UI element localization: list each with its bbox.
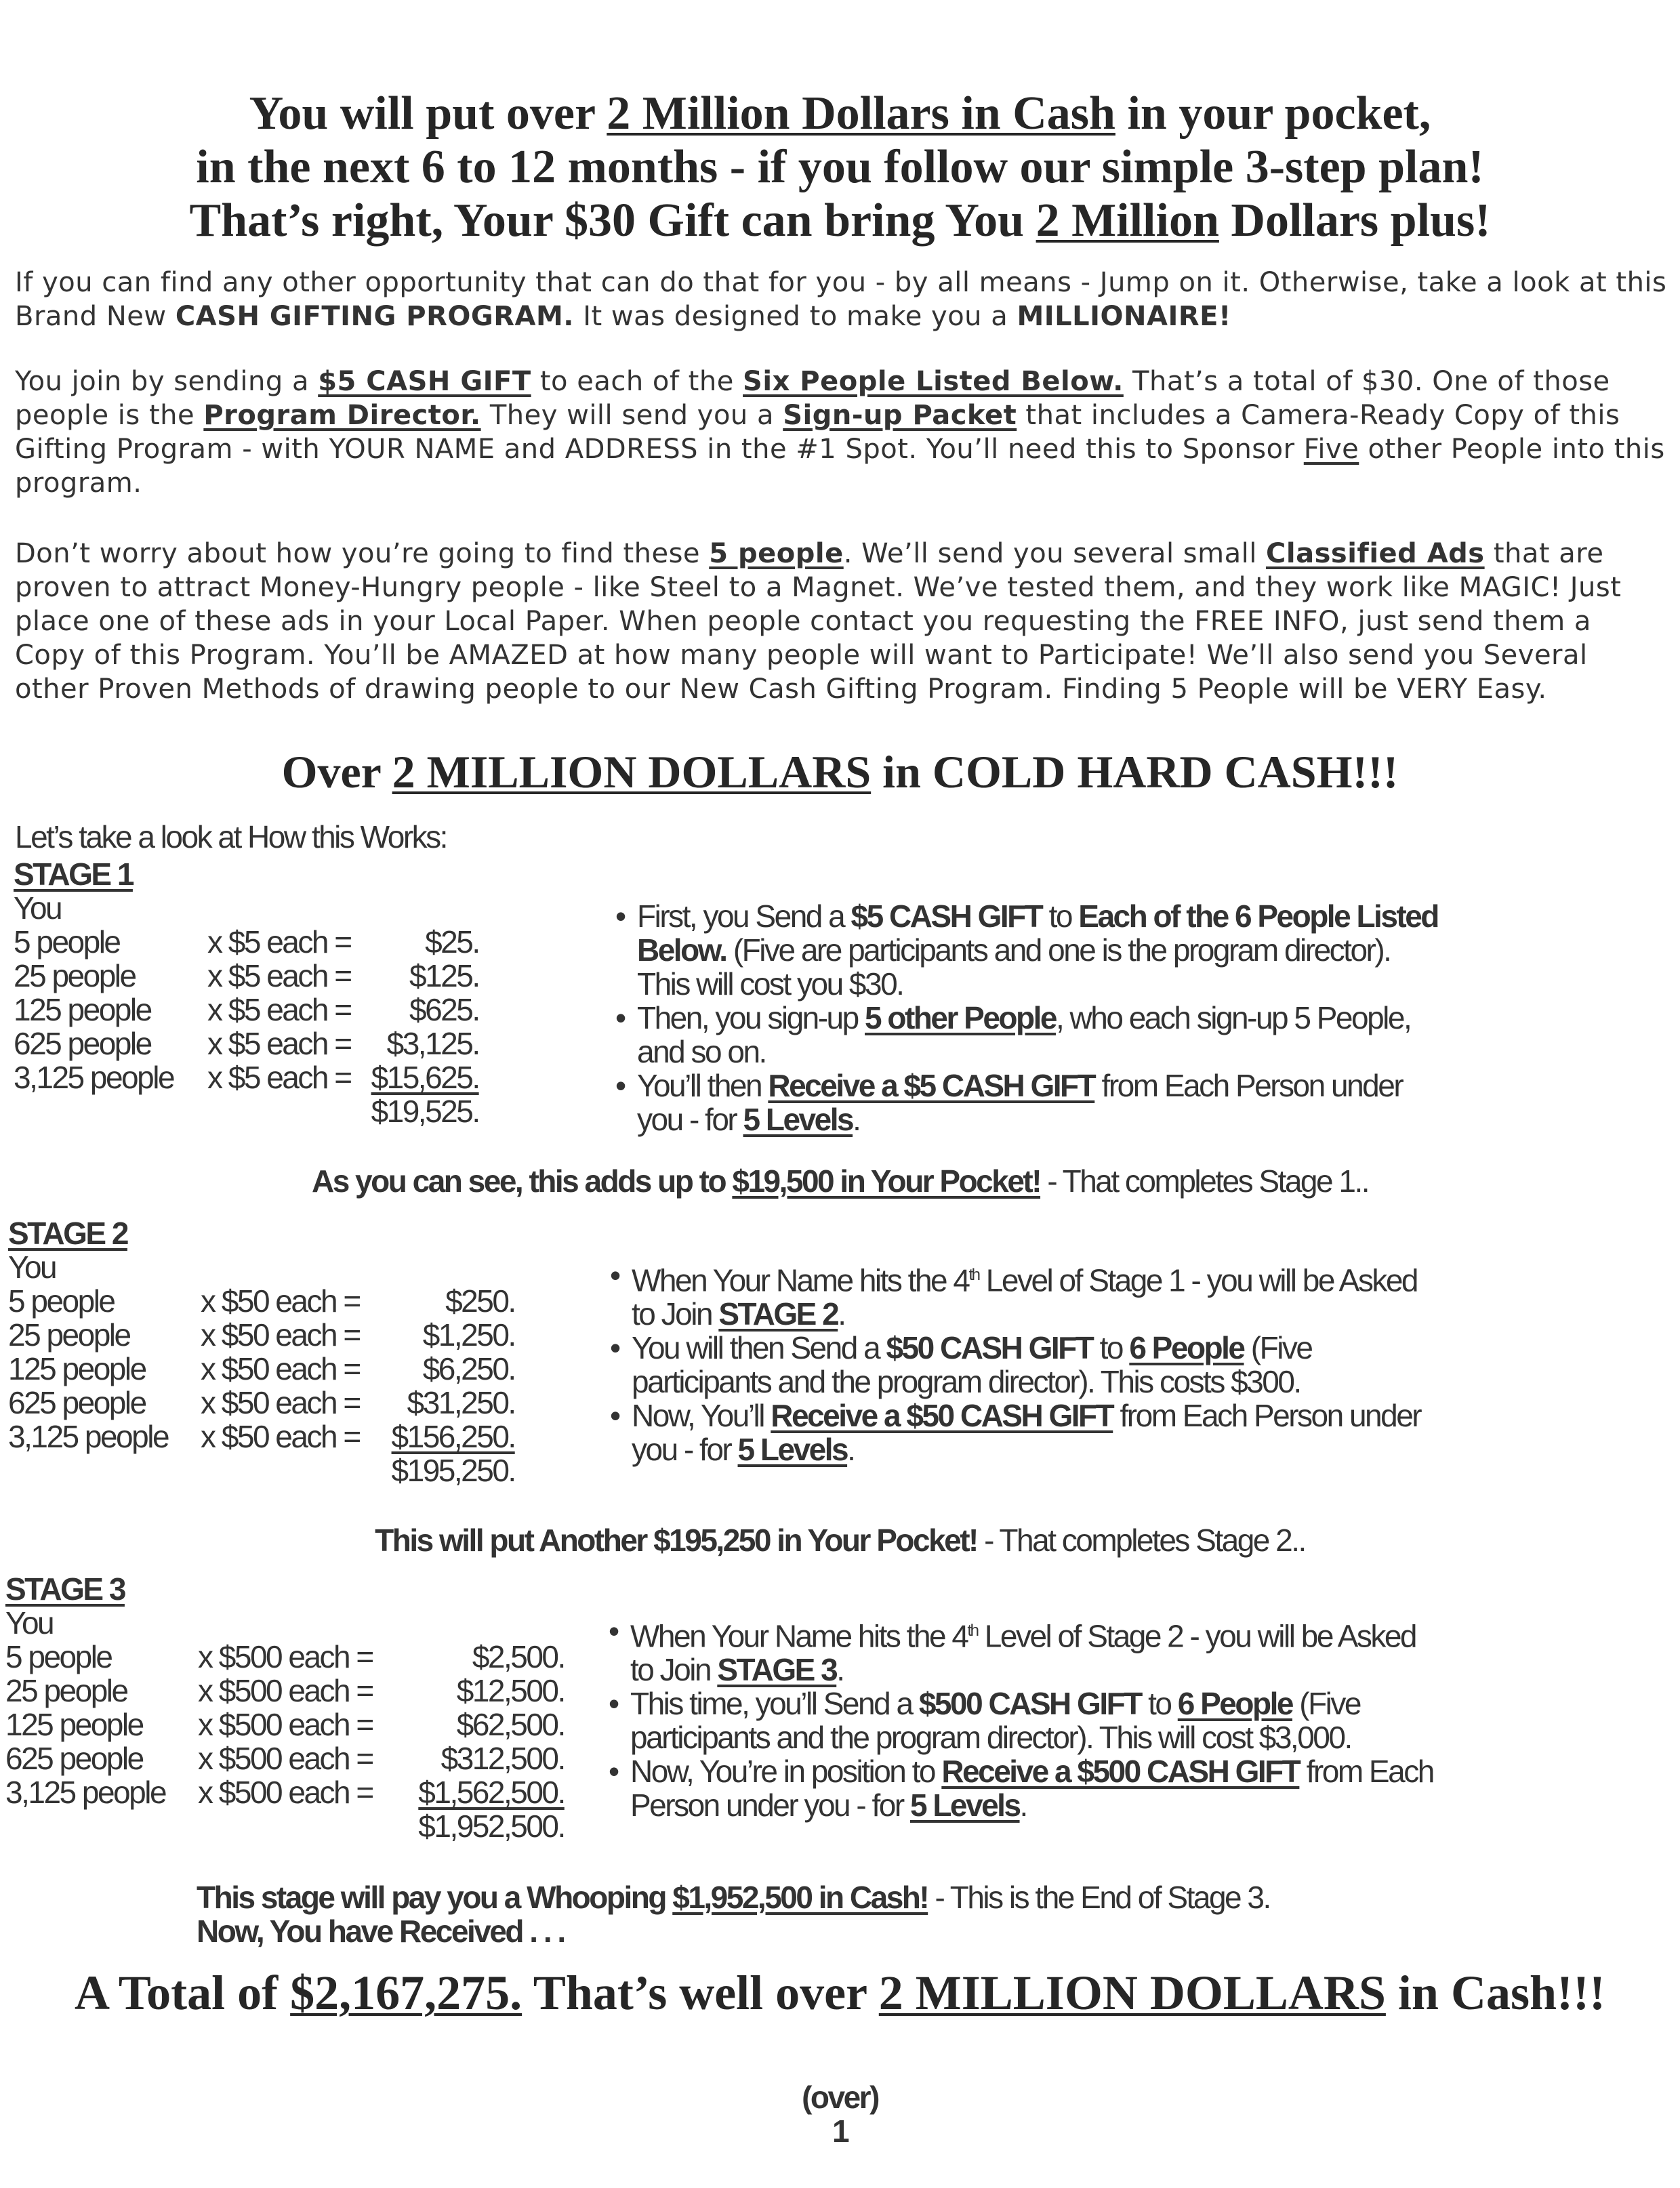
gift-rate: x $50 each =	[201, 1351, 360, 1386]
amount	[351, 959, 479, 993]
text: (Five participants and the program director). This costs $300.	[632, 1330, 1312, 1400]
text: When Your Name hits the 4	[632, 1262, 969, 1298]
text: Now, You’re in position to	[630, 1754, 942, 1790]
emphasis: Classified Ads	[1266, 538, 1485, 569]
emphasis: 5 people	[709, 538, 844, 569]
stage-row	[5, 1674, 565, 1708]
stage-bullet	[610, 1331, 1437, 1399]
people-count: 5 people	[5, 1639, 112, 1674]
emphasis: 5 Levels	[909, 1788, 1020, 1823]
text: to	[1141, 1686, 1178, 1722]
emphasis: $5 CASH GIFT	[851, 899, 1042, 934]
stage-row	[14, 1060, 479, 1094]
text: to	[1092, 1330, 1130, 1366]
stage-3-bullets	[609, 1614, 1435, 1822]
text: This stage will pay you a Whooping	[197, 1880, 673, 1915]
headline-text: You will put over	[249, 87, 607, 140]
stage-total: $1,952,500.	[418, 1809, 565, 1844]
headline-text: That’s right, Your $30 Gift can bring You	[189, 194, 1036, 247]
text: As you can see, this adds up to	[311, 1163, 733, 1199]
over-label: (over)	[802, 2080, 878, 2115]
gift-rate: x $500 each =	[198, 1639, 373, 1674]
text: (Five are participants and one is the program director). This will cost you $30.	[637, 932, 1391, 1002]
stage-row	[8, 1352, 515, 1386]
emphasis: Program Director.	[203, 400, 481, 431]
stage-total: $19,525.	[371, 1094, 479, 1129]
text: that includes a Camera-Ready Copy of this Gifting Program - with YOUR NAME and ADDRESS in the #1 Spot. You’ll need this to Sponsor	[15, 400, 1620, 465]
you-label: You	[5, 1605, 54, 1640]
emphasis: Each of the 6 People Listed Below.	[637, 899, 1438, 968]
emphasis: $19,500 in Your Pocket!	[732, 1163, 1041, 1199]
amount	[360, 1386, 515, 1420]
text: from Each Person under you - for	[630, 1754, 1433, 1823]
amount-value: $1,562,500.	[418, 1775, 565, 1810]
text: Now, You have Received . . .	[197, 1914, 565, 1949]
total-statement	[0, 1965, 1680, 2021]
text: (Five participants and the program director). This will cost $3,000.	[630, 1686, 1360, 1756]
gift-rate: x $5 each =	[207, 924, 351, 959]
stage-bullet	[610, 1258, 1437, 1331]
amount	[373, 1674, 565, 1708]
amount-value: $312,500.	[441, 1741, 565, 1776]
text: If you can find any other opportunity that can do that for you - by all means - Jump on it. Otherwise, take a look at this Brand New	[15, 267, 1667, 332]
stage-1	[14, 857, 479, 1128]
stage-total: $195,250.	[391, 1453, 515, 1488]
text: . We’ll send you several small	[843, 538, 1267, 569]
people-count: 625 people	[8, 1385, 146, 1420]
amount-value: $3,125.	[386, 1026, 479, 1061]
text: A Total of	[75, 1966, 291, 2020]
text: They will send you a	[480, 400, 783, 431]
text: First, you Send a	[637, 899, 851, 934]
emphasis: 2 MILLION DOLLARS	[878, 1966, 1386, 2020]
emphasis: 6 People	[1177, 1686, 1292, 1722]
superscript: th	[968, 1266, 979, 1284]
text: You will then Send a	[632, 1330, 886, 1366]
stage-row	[5, 1640, 565, 1674]
people-count: 25 people	[5, 1673, 127, 1708]
people-count: 3,125 people	[8, 1419, 169, 1454]
people-count: 125 people	[5, 1707, 143, 1742]
text: Level of Stage 1 - you will be Asked to Join	[632, 1262, 1418, 1332]
headline-emphasis: 2 Million	[1036, 194, 1219, 247]
stage-1-bullets	[615, 899, 1442, 1136]
text: to each of the	[531, 366, 743, 397]
headline-line-2: in the next 6 to 12 months - if you follow our simple 3-step plan!	[196, 141, 1484, 193]
stage-bullet	[615, 1069, 1442, 1136]
join-paragraph	[15, 365, 1668, 500]
emphasis: MILLIONAIRE!	[1017, 301, 1231, 332]
gift-rate: x $50 each =	[201, 1317, 360, 1353]
stage-row	[14, 925, 479, 959]
text: in COLD HARD CASH!!!	[871, 746, 1399, 798]
stage-row	[5, 1708, 565, 1741]
headline-emphasis: 2 Million Dollars in Cash	[607, 87, 1115, 140]
amount	[351, 925, 479, 959]
stage-row	[8, 1284, 515, 1318]
people-count: 3,125 people	[5, 1775, 166, 1810]
how-it-works-intro: Let’s take a look at How this Works:	[15, 819, 447, 854]
stage-row	[14, 993, 479, 1027]
gift-rate: x $500 each =	[198, 1775, 373, 1810]
people-count: 125 people	[14, 992, 151, 1027]
people-count: 125 people	[8, 1351, 146, 1386]
amount	[351, 1060, 479, 1094]
gift-rate: x $5 each =	[207, 1026, 351, 1061]
emphasis: $5 CASH GIFT	[318, 366, 531, 397]
people-count: 5 people	[8, 1283, 115, 1319]
emphasis: 6 People	[1129, 1330, 1244, 1366]
emphasis: Receive a $50 CASH GIFT	[771, 1398, 1113, 1434]
text: Over	[281, 746, 392, 798]
stage-bullet	[609, 1687, 1435, 1754]
gift-rate: x $5 each =	[207, 958, 351, 993]
text: Then, you sign-up	[637, 1000, 865, 1035]
emphasis: Receive a $5 CASH GIFT	[768, 1068, 1095, 1103]
text: That’s well over	[522, 1966, 879, 2020]
emphasis: Six People Listed Below.	[743, 366, 1124, 397]
people-count: 25 people	[8, 1317, 130, 1353]
amount-value: $1,250.	[422, 1317, 515, 1353]
amount-value: $250.	[445, 1283, 515, 1319]
text: .	[836, 1652, 844, 1688]
text: You’ll then	[637, 1068, 769, 1103]
amount-value: $125.	[409, 958, 479, 993]
amount	[360, 1318, 515, 1352]
page-footer	[0, 2080, 1680, 2148]
page-number: 1	[832, 2113, 848, 2149]
stage-bullet	[610, 1399, 1437, 1466]
stage-bullet	[609, 1754, 1435, 1822]
text: This time, you’ll Send a	[630, 1686, 919, 1722]
amount	[351, 993, 479, 1027]
stage-row	[8, 1420, 515, 1453]
stage-3	[5, 1572, 565, 1843]
people-count: 5 people	[14, 924, 120, 959]
text: from Each Person under you - for	[632, 1398, 1421, 1468]
text: .	[853, 1102, 860, 1137]
ads-paragraph	[15, 537, 1668, 706]
gift-rate: x $500 each =	[198, 1707, 373, 1742]
stage-1-summary	[0, 1164, 1680, 1198]
emphasis: Receive a $500 CASH GIFT	[941, 1754, 1300, 1790]
stage-bullet	[609, 1614, 1435, 1687]
amount	[373, 1708, 565, 1741]
amount	[373, 1741, 565, 1775]
stage-2-bullets	[610, 1258, 1437, 1466]
stage-row	[14, 1027, 479, 1060]
amount-value: $2,500.	[472, 1639, 565, 1674]
text: .	[838, 1296, 845, 1332]
total-amount: $2,167,275.	[290, 1966, 523, 2020]
headline-text: in your pocket,	[1115, 87, 1431, 140]
emphasis: CASH GIFTING PROGRAM.	[175, 301, 575, 332]
stage-bullet	[615, 1001, 1442, 1069]
gift-rate: x $500 each =	[198, 1741, 373, 1776]
people-count: 625 people	[14, 1026, 151, 1061]
emphasis: 5 Levels	[737, 1432, 848, 1468]
amount-value: $15,625.	[371, 1060, 479, 1095]
text: That’s a total of $30. One of those people is the	[15, 366, 1610, 431]
amount-value: $625.	[409, 992, 479, 1027]
stage-label: STAGE 1	[14, 856, 133, 892]
stage-row	[5, 1775, 565, 1809]
text: It was designed to make you a	[574, 301, 1017, 332]
amount-value: $62,500.	[456, 1707, 565, 1742]
stage-2	[8, 1216, 515, 1487]
stage-label: STAGE 3	[5, 1571, 125, 1607]
amount-value: $25.	[425, 924, 479, 959]
amount	[360, 1284, 515, 1318]
people-count: 625 people	[5, 1741, 143, 1776]
amount	[360, 1352, 515, 1386]
amount-value: $31,250.	[407, 1385, 515, 1420]
gift-rate: x $50 each =	[201, 1283, 360, 1319]
emphasis: $50 CASH GIFT	[886, 1330, 1093, 1366]
gift-rate: x $50 each =	[201, 1419, 360, 1454]
amount	[373, 1640, 565, 1674]
text: other People into this program.	[15, 434, 1665, 499]
text: - That completes Stage 2..	[977, 1523, 1305, 1558]
text: , who each sign-up 5 People, and so on.	[637, 1000, 1411, 1069]
stage-label: STAGE 2	[8, 1216, 127, 1251]
emphasis: 2 MILLION DOLLARS	[392, 746, 872, 798]
text: This will put Another $195,250 in Your Pocket!	[375, 1523, 977, 1558]
gift-rate: x $5 each =	[207, 1060, 351, 1095]
people-count: 25 people	[14, 958, 136, 993]
text: in Cash!!!	[1385, 1966, 1605, 2020]
stage-2-summary	[0, 1523, 1680, 1557]
text: When Your Name hits the 4	[630, 1618, 968, 1654]
gift-rate: x $50 each =	[201, 1385, 360, 1420]
amount	[351, 1027, 479, 1060]
emphasis: $500 CASH GIFT	[918, 1686, 1141, 1722]
headline-text: Dollars plus!	[1218, 194, 1491, 247]
gift-rate: x $5 each =	[207, 992, 351, 1027]
superscript: th	[967, 1622, 978, 1640]
text: - This is the End of Stage 3.	[928, 1880, 1270, 1915]
text: Don’t worry about how you’re going to find these	[15, 538, 710, 569]
text: Level of Stage 2 - you will be Asked to Join	[630, 1618, 1416, 1688]
amount	[360, 1420, 515, 1453]
emphasis: Five	[1303, 434, 1359, 465]
you-label: You	[8, 1250, 56, 1285]
stage-row	[14, 959, 479, 993]
stage-3-summary	[197, 1880, 1270, 1948]
amount-value: $6,250.	[422, 1351, 515, 1386]
emphasis: STAGE 2	[718, 1296, 838, 1332]
headline	[0, 87, 1680, 247]
stage-row	[8, 1318, 515, 1352]
stage-table	[14, 925, 479, 1128]
emphasis: STAGE 3	[717, 1652, 837, 1688]
emphasis: $1,952,500 in Cash!	[672, 1880, 928, 1915]
text: to	[1042, 899, 1079, 934]
stage-row	[5, 1741, 565, 1775]
emphasis: 5 other People	[865, 1000, 1056, 1035]
stage-table	[8, 1284, 515, 1487]
amount	[373, 1775, 565, 1809]
emphasis: Sign-up Packet	[783, 400, 1017, 431]
you-label: You	[14, 890, 62, 926]
text: Now, You’ll	[632, 1398, 771, 1434]
section-heading	[0, 745, 1680, 799]
text: .	[847, 1432, 855, 1468]
stage-bullet	[615, 899, 1442, 1001]
amount-value: $156,250.	[391, 1419, 515, 1454]
stage-row	[8, 1386, 515, 1420]
text: that are proven to attract Money-Hungry people - like Steel to a Magnet. We’ve tested them, and they work like MAGIC! Just place one of these ads in your Local Paper. When people contact you requesting the FREE INFO, just send them a Copy of this Program. You’ll be AMAZED at how many people will want to Participate! We’ll also send you Several other Proven Methods of drawing people to our New Cash Gifting Program. Finding 5 People will be VERY Easy.	[15, 538, 1622, 705]
text: You join by sending a	[15, 366, 319, 397]
intro-paragraph	[15, 266, 1668, 333]
text: .	[1019, 1788, 1027, 1823]
stage-table	[5, 1640, 565, 1843]
gift-rate: x $500 each =	[198, 1673, 373, 1708]
people-count: 3,125 people	[14, 1060, 174, 1095]
emphasis: 5 Levels	[743, 1102, 853, 1137]
amount-value: $12,500.	[456, 1673, 565, 1708]
text: - That completes Stage 1..	[1040, 1163, 1369, 1199]
text: from Each Person under you - for	[637, 1068, 1403, 1137]
